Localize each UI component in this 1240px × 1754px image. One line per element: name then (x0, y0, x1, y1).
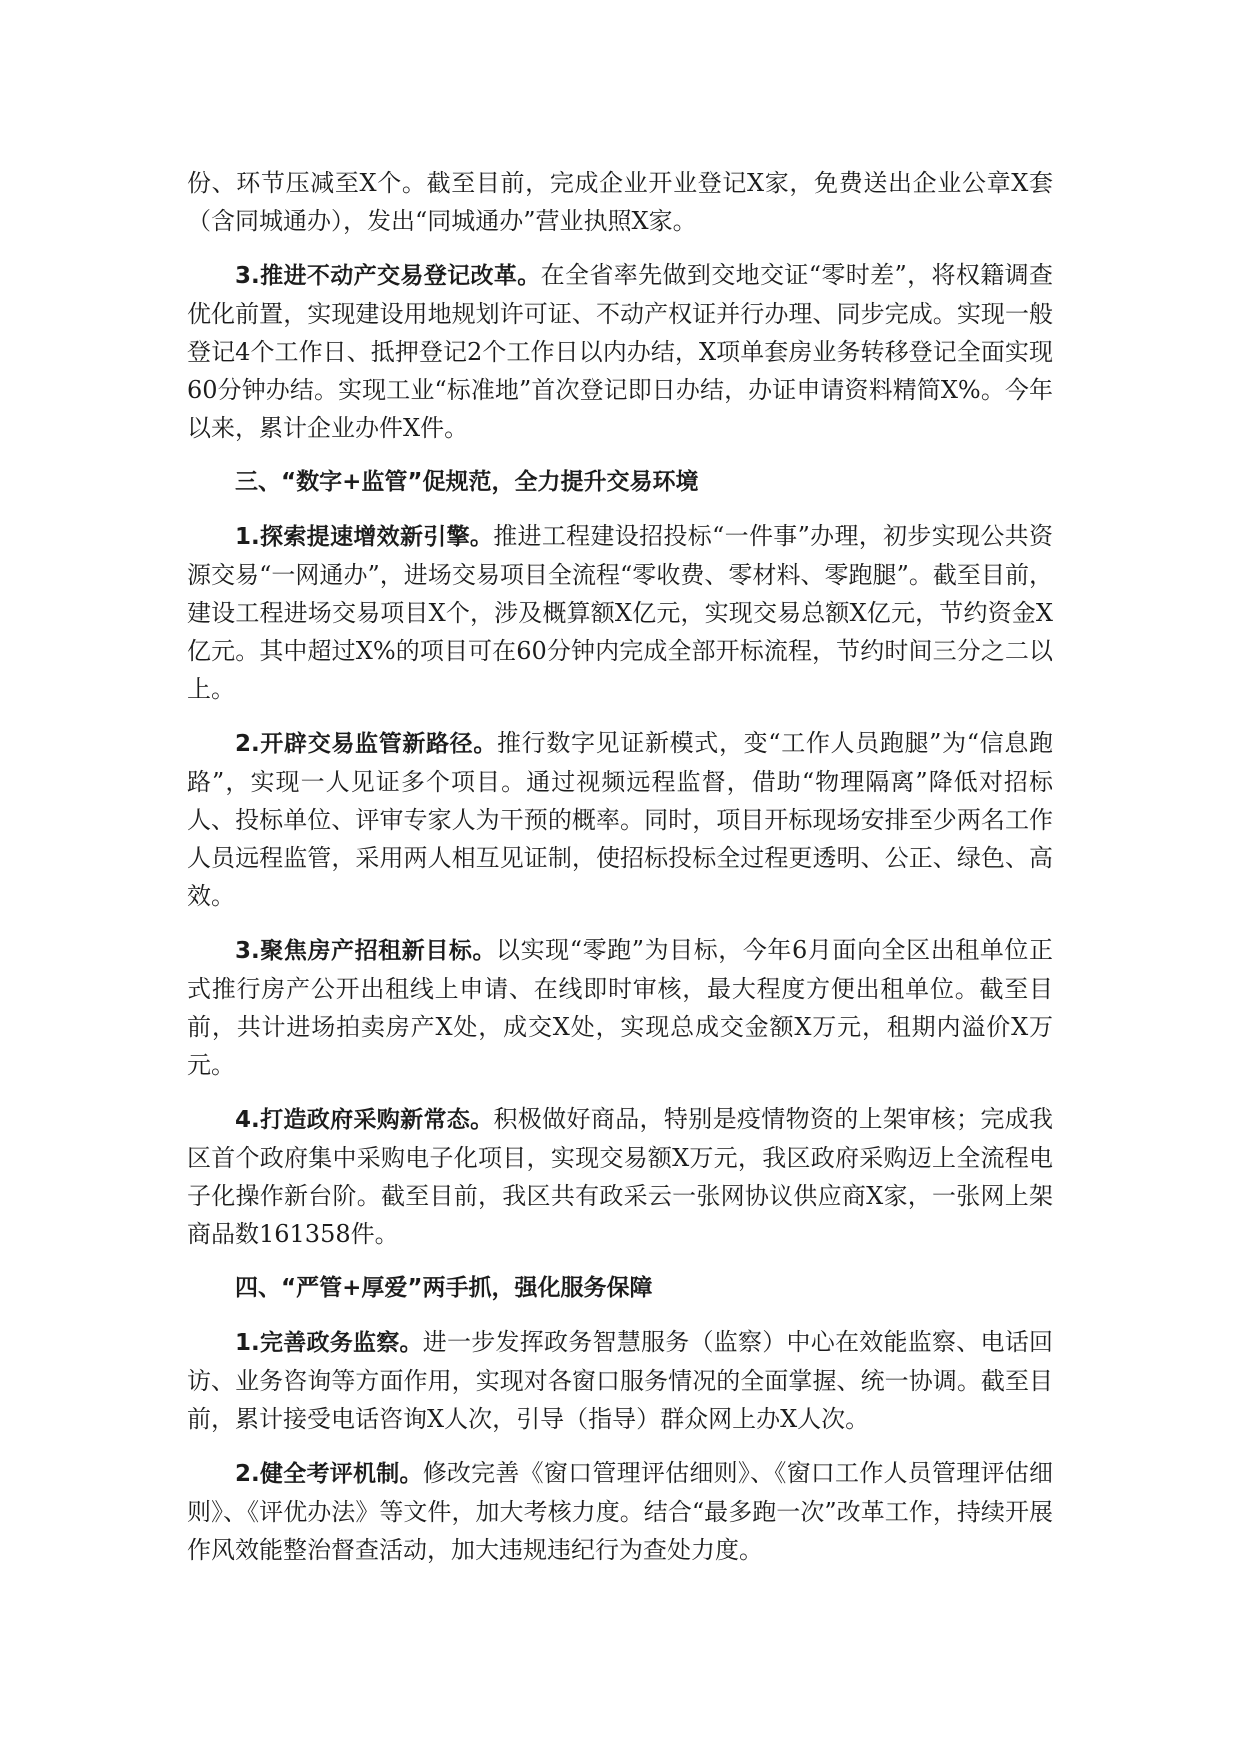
body-paragraph (187, 256, 1053, 447)
paragraph-text: 以实现“零跑”为目标，今年6月面向全区出租单位正式推行房产公开出租线上申请、在线即时审核，最大程度方便出租单位。截至目前，共计进场拍卖房产X处，成交X处，实现总成交金额X万元，租期内溢价X万元。 (187, 936, 1053, 1079)
paragraph-text: 在全省率先做到交地交证“零时差”，将权籍调查优化前置，实现建设用地规划许可证、不动产权证并行办理、同步完成。实现一般登记4个工作日、抵押登记2个工作日以内办结，X项单套房业务转移登记全面实现60分钟办结。实现工业“标准地”首次登记即日办结，办证申请资料精简X%。今年以来，累计企业办件X件。 (187, 261, 1053, 442)
paragraph-text: 份、环节压减至X个。截至目前，完成企业开业登记X家，免费送出企业公章X套（含同城通办），发出“同城通办”营业执照X家。 (187, 169, 1053, 235)
paragraph-lead: 2.健全考评机制。 (235, 1461, 423, 1487)
paragraph-lead: 1.完善政务监察。 (235, 1330, 423, 1356)
document-body (187, 164, 1053, 1585)
body-paragraph (187, 164, 1053, 240)
body-paragraph (187, 517, 1053, 708)
paragraph-lead: 3.聚焦房产招租新目标。 (235, 938, 497, 964)
paragraph-lead: 2.开辟交易监管新路径。 (235, 731, 497, 757)
paragraph-text: 修改完善《窗口管理评估细则》、《窗口工作人员管理评估细则》、《评优办法》等文件，加大考核力度。结合“最多跑一次”改革工作，持续开展作风效能整治督查活动，加大违规违纪行为查处力度。 (187, 1459, 1053, 1564)
paragraph-text: 进一步发挥政务智慧服务（监察）中心在效能监察、电话回访、业务咨询等方面作用，实现对各窗口服务情况的全面掌握、统一协调。截至目前，累计接受电话咨询X人次，引导（指导）群众网上办X人次。 (187, 1328, 1053, 1433)
section-heading: 三、“数字+监管”促规范，全力提升交易环境 (235, 469, 699, 495)
paragraph-text: 推进工程建设招投标“一件事”办理，初步实现公共资源交易“一网通办”，进场交易项目全流程“零收费、零材料、零跑腿”。截至目前，建设工程进场交易项目X个，涉及概算额X亿元，实现交易总额X亿元，节约资金X亿元。其中超过X%的项目可在60分钟内完成全部开标流程，节约时间三分之二以上。 (187, 522, 1053, 703)
body-paragraph (187, 1100, 1053, 1253)
body-paragraph (187, 931, 1053, 1084)
paragraph-lead: 4.打造政府采购新常态。 (235, 1107, 494, 1133)
paragraph-lead: 1.探索提速增效新引擎。 (235, 524, 494, 550)
body-paragraph (187, 1454, 1053, 1569)
paragraph-lead: 3.推进不动产交易登记改革。 (235, 263, 541, 289)
paragraph-text: 积极做好商品，特别是疫情物资的上架审核；完成我区首个政府集中采购电子化项目，实现交易额X万元，我区政府采购迈上全流程电子化操作新台阶。截至目前，我区共有政采云一张网协议供应商X家，一张网上架商品数161358件。 (187, 1105, 1053, 1248)
section-heading: 四、“严管+厚爱”两手抓，强化服务保障 (235, 1275, 653, 1301)
paragraph-text: 推行数字见证新模式，变“工作人员跑腿”为“信息跑路”，实现一人见证多个项目。通过视频远程监督，借助“物理隔离”降低对招标人、投标单位、评审专家人为干预的概率。同时，项目开标现场安排至少两名工作人员远程监管，采用两人相互见证制，使招标投标全过程更透明、公正、绿色、高效。 (187, 729, 1053, 910)
body-paragraph (187, 1323, 1053, 1438)
body-paragraph (187, 724, 1053, 915)
